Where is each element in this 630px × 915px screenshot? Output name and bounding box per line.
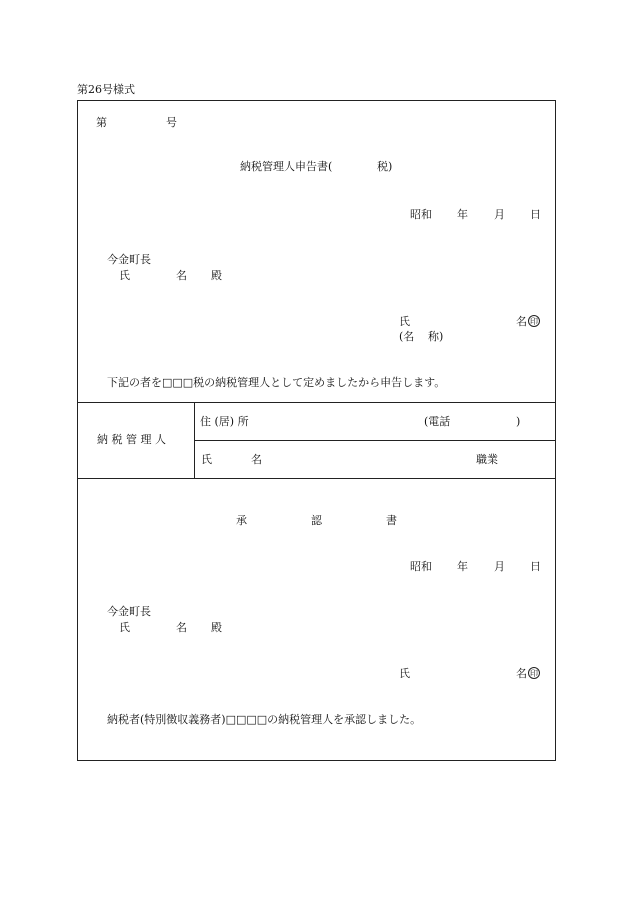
table-column-divider xyxy=(194,402,195,478)
approval-title-char-3: 書 xyxy=(386,514,397,527)
phone-label-close: ) xyxy=(516,415,521,428)
document-number-go: 号 xyxy=(166,116,177,129)
approval-title-char-2: 認 xyxy=(311,514,322,527)
table-bottom-border xyxy=(77,478,556,479)
form-number: 第26号様式 xyxy=(77,83,135,96)
approval-date-year: 年 xyxy=(457,560,468,573)
approval-title-char-1: 承 xyxy=(236,514,247,527)
declaration-addressee-shi: 氏 xyxy=(119,269,130,282)
table-middle-border xyxy=(194,440,556,441)
approval-addressee-mei: 名 xyxy=(176,621,187,634)
declarant-name-note-open: (名 xyxy=(399,330,415,343)
approver-seal: 印 xyxy=(530,669,538,678)
phone-label-open: (電話 xyxy=(424,415,451,428)
declaration-addressee-den: 殿 xyxy=(211,269,222,282)
manager-name-shi: 氏 xyxy=(201,453,212,466)
table-top-border xyxy=(77,402,556,403)
declarant-seal: 印 xyxy=(530,317,538,326)
declaration-title: 納税管理人申告書( xyxy=(240,160,333,173)
declaration-date-year: 年 xyxy=(457,208,468,221)
approval-addressee-den: 殿 xyxy=(211,621,222,634)
approval-date-day: 日 xyxy=(530,560,541,573)
declarant-mei: 名 xyxy=(516,315,527,328)
declarant-shi: 氏 xyxy=(399,315,410,328)
occupation-label: 職業 xyxy=(476,453,498,466)
declaration-date-month: 月 xyxy=(494,208,505,221)
approval-addressee-shi: 氏 xyxy=(119,621,130,634)
declaration-date-day: 日 xyxy=(530,208,541,221)
tax-manager-row-label: 納 税 管 理 人 xyxy=(97,433,166,446)
declaration-statement: 下記の者を□□□税の納税管理人として定めましたから申告します。 xyxy=(107,376,446,389)
declaration-date-era: 昭和 xyxy=(410,208,432,221)
manager-name-mei: 名 xyxy=(251,453,262,466)
declaration-addressee-title: 今金町長 xyxy=(107,253,151,266)
declaration-addressee-mei: 名 xyxy=(176,269,187,282)
address-label: 住 (居) 所 xyxy=(200,415,249,428)
approval-statement: 納税者(特別徴収義務者)□□□□の納税管理人を承認しました。 xyxy=(107,713,422,726)
declaration-title-tax: 税) xyxy=(377,160,393,173)
approval-date-era: 昭和 xyxy=(410,560,432,573)
approver-mei: 名 xyxy=(516,667,527,680)
document-number-dai: 第 xyxy=(96,116,107,129)
approval-date-month: 月 xyxy=(494,560,505,573)
declarant-name-note-close: 称) xyxy=(428,330,444,343)
approval-addressee-title: 今金町長 xyxy=(107,605,151,618)
approver-shi: 氏 xyxy=(399,667,410,680)
form-frame xyxy=(77,100,556,761)
